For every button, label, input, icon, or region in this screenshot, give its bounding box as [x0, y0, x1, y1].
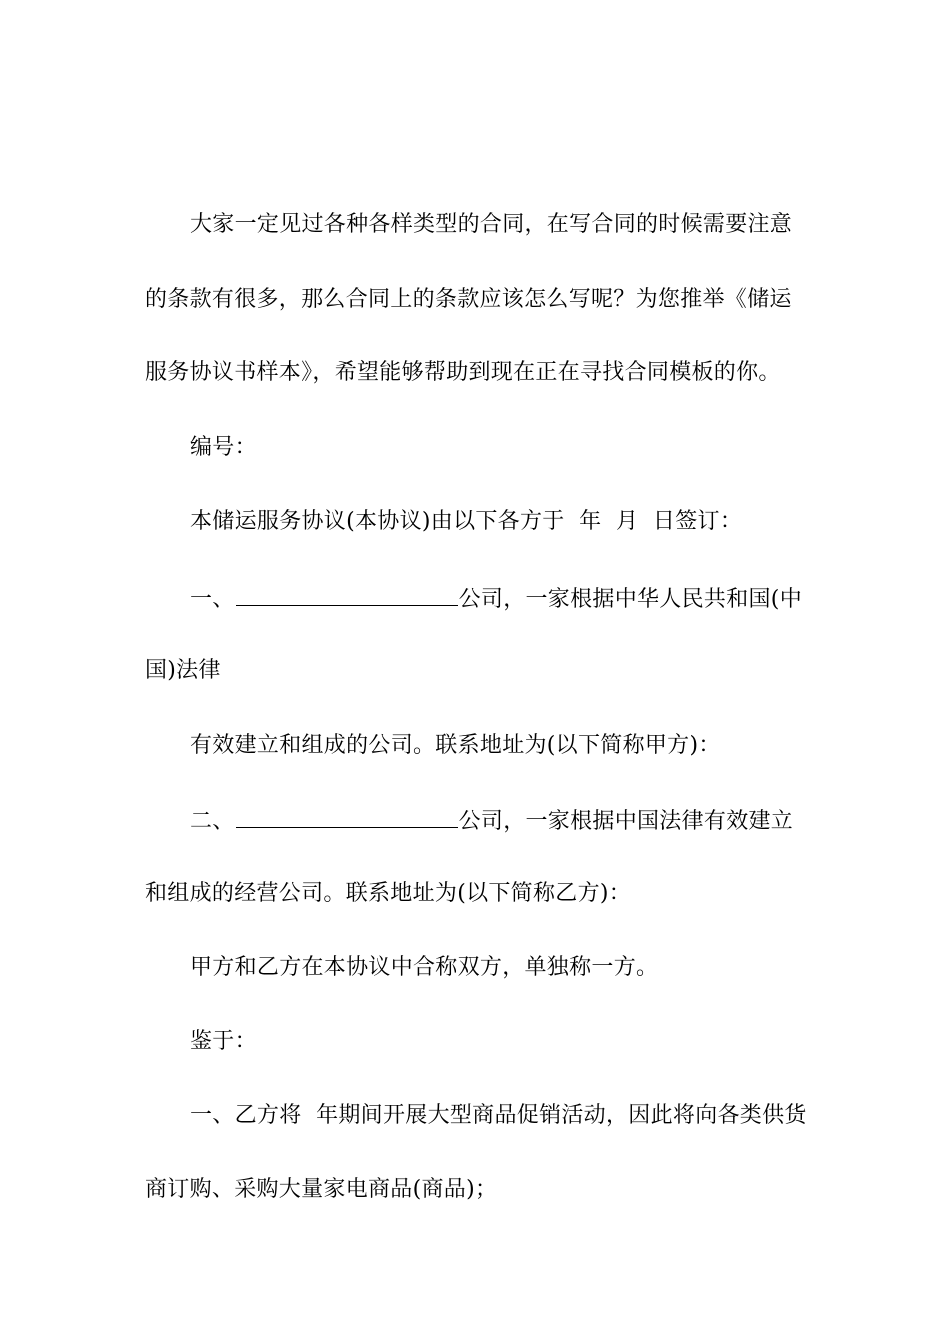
intro-line-2: 的条款有很多，那么合同上的条款应该怎么写呢？为您推举《储运: [145, 287, 792, 312]
number-label: 编号：: [190, 435, 257, 460]
party-two-line-2: 和组成的经营公司。联系地址为(以下简称乙方)：: [145, 881, 632, 906]
party-two-name-blank: [236, 805, 458, 828]
agreement-sentence: 本储运服务协议(本协议)由以下各方于 年 月 日签订：: [190, 509, 743, 534]
party-one-line-2: 有效建立和组成的公司。联系地址为(以下简称甲方)：: [190, 733, 721, 758]
party-one-continuation: 国)法律: [145, 658, 221, 683]
whereas-label: 鉴于：: [190, 1029, 257, 1054]
party-one-line: [190, 583, 802, 615]
party-one-prefix: 一、: [190, 587, 235, 612]
party-one-name-blank: [236, 583, 458, 606]
collective-sentence: 甲方和乙方在本协议中合称双方，单独称一方。: [190, 955, 659, 980]
intro-line-3: 服务协议书样本》，希望能够帮助到现在正在寻找合同模板的你。: [145, 360, 781, 385]
party-two-prefix: 二、: [190, 809, 235, 834]
recital-one-line-2: 商订购、采购大量家电商品(商品)；: [145, 1177, 498, 1202]
party-one-suffix: 公司，一家根据中华人民共和国(中: [458, 587, 802, 612]
party-two-line: [190, 805, 793, 837]
party-two-suffix: 公司，一家根据中国法律有效建立: [458, 809, 794, 834]
recital-one-line-1: 一、乙方将 年期间开展大型商品促销活动，因此将向各类供货: [190, 1103, 807, 1128]
intro-line-1: 大家一定见过各种各样类型的合同，在写合同的时候需要注意: [190, 212, 793, 237]
